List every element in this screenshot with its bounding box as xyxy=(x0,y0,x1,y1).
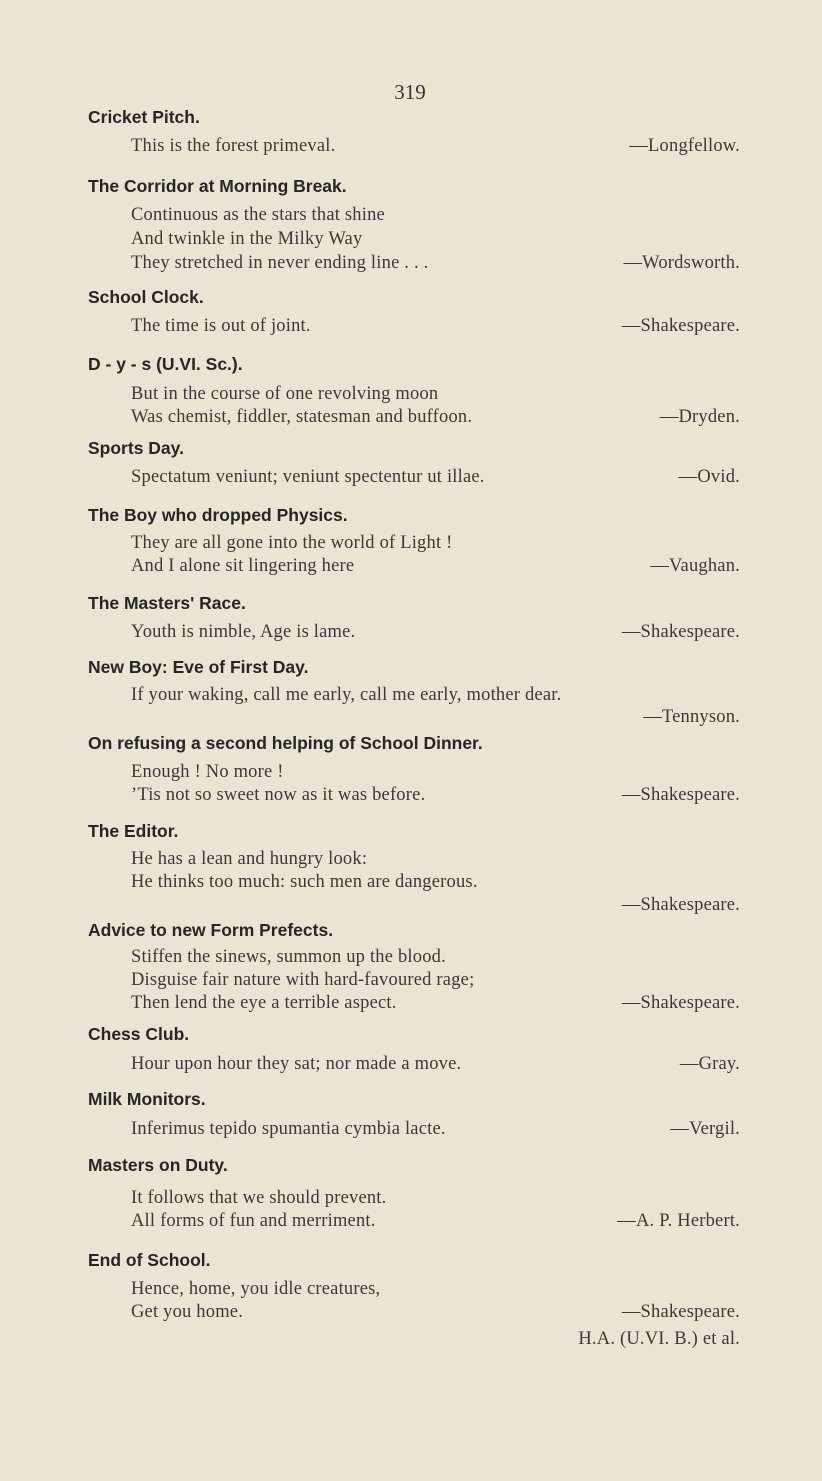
quote-line: Hour upon hour they sat; nor made a move. xyxy=(131,1054,462,1074)
quote-line: Get you home. xyxy=(131,1302,244,1322)
entry-heading: The Editor. xyxy=(88,821,179,841)
quote-attribution: —Gray. xyxy=(679,1054,740,1074)
entry-heading: The Corridor at Morning Break. xyxy=(88,176,347,196)
quote-line: This is the forest primeval. xyxy=(131,136,336,156)
quote-line: He has a lean and hungry look: xyxy=(131,849,368,869)
entry-heading: New Boy: Eve of First Day. xyxy=(88,657,309,677)
quote-line: If your waking, call me early, call me early, mother dear. xyxy=(131,685,562,705)
page-number: 319 xyxy=(394,80,426,104)
quote-attribution: —Tennyson. xyxy=(643,707,740,727)
entry-heading: Milk Monitors. xyxy=(88,1089,206,1109)
quote-attribution: —Shakespeare. xyxy=(621,622,740,642)
entry-heading: D - y - s (U.VI. Sc.). xyxy=(88,354,243,374)
quote-line: Spectatum veniunt; veniunt spectentur ut illae. xyxy=(131,467,485,487)
quote-line: And twinkle in the Milky Way xyxy=(131,229,363,249)
entry-heading: Cricket Pitch. xyxy=(88,107,200,127)
quote-attribution: —Shakespeare. xyxy=(621,1302,740,1322)
quote-line: Hence, home, you idle creatures, xyxy=(131,1279,381,1299)
quote-attribution: —Vergil. xyxy=(670,1119,740,1139)
quote-attribution: —Shakespeare. xyxy=(621,316,740,336)
entry-heading: Masters on Duty. xyxy=(88,1155,228,1175)
quote-line: Was chemist, fiddler, statesman and buffoon. xyxy=(131,407,473,427)
quote-attribution: —Vaughan. xyxy=(650,556,740,576)
entry-heading: End of School. xyxy=(88,1250,211,1270)
quote-line: He thinks too much: such men are dangerous. xyxy=(131,872,478,892)
quote-line: But in the course of one revolving moon xyxy=(131,384,439,404)
entry-heading: Chess Club. xyxy=(88,1024,190,1044)
quote-line: Then lend the eye a terrible aspect. xyxy=(131,993,397,1013)
quote-line: They are all gone into the world of Light ! xyxy=(131,533,453,553)
entry-heading: Sports Day. xyxy=(88,438,184,458)
entry-heading: The Masters' Race. xyxy=(88,593,246,613)
quote-line: Inferimus tepido spumantia cymbia lacte. xyxy=(131,1119,446,1139)
quote-line: And I alone sit lingering here xyxy=(131,556,355,576)
quote-line: Stiffen the sinews, summon up the blood. xyxy=(131,947,446,967)
quote-attribution: —Longfellow. xyxy=(629,136,740,156)
quote-attribution: —Ovid. xyxy=(678,467,740,487)
quote-line: It follows that we should prevent. xyxy=(131,1188,387,1208)
quote-line: Youth is nimble, Age is lame. xyxy=(131,622,356,642)
quote-attribution: —Shakespeare. xyxy=(621,895,740,915)
quote-line: The time is out of joint. xyxy=(131,316,311,336)
quote-line: ’Tis not so sweet now as it was before. xyxy=(131,785,426,805)
quote-line: They stretched in never ending line . . . xyxy=(131,253,429,273)
quote-line: Disguise fair nature with hard-favoured rage; xyxy=(131,970,475,990)
quote-attribution: —Wordsworth. xyxy=(623,253,740,273)
quote-attribution: —Shakespeare. xyxy=(621,785,740,805)
author-signature: H.A. (U.VI. B.) et al. xyxy=(578,1329,740,1349)
quote-attribution: —A. P. Herbert. xyxy=(617,1211,740,1231)
entry-heading: School Clock. xyxy=(88,287,204,307)
quote-attribution: —Shakespeare. xyxy=(621,993,740,1013)
entry-heading: On refusing a second helping of School Dinner. xyxy=(88,733,483,753)
quote-line: Continuous as the stars that shine xyxy=(131,205,385,225)
quote-line: All forms of fun and merriment. xyxy=(131,1211,376,1231)
entry-heading: The Boy who dropped Physics. xyxy=(88,505,348,525)
entry-heading: Advice to new Form Prefects. xyxy=(88,920,334,940)
quote-attribution: —Dryden. xyxy=(659,407,740,427)
quote-line: Enough ! No more ! xyxy=(131,762,284,782)
